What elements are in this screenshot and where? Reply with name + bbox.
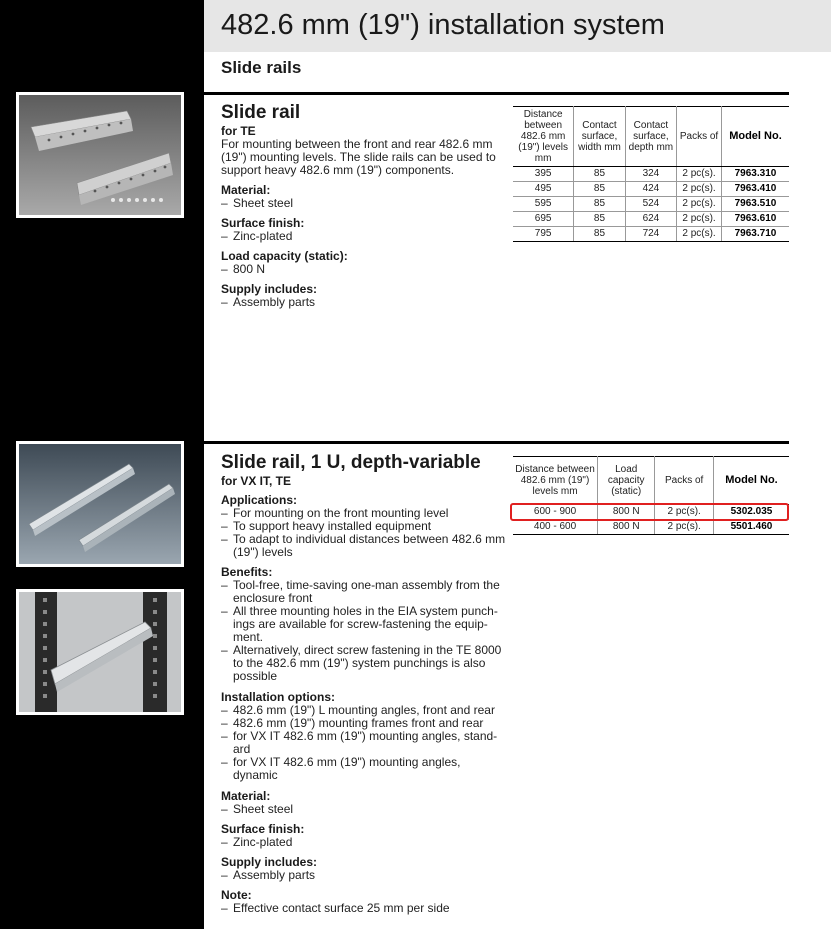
spec-item: – To adapt to individual distances between 482.6 mm (19") levels [221, 533, 506, 559]
table-cell: 85 [574, 212, 625, 227]
product2-table [513, 456, 789, 535]
spec-heading: Surface finish: [221, 822, 305, 836]
spec-item: – 482.6 mm (19") L mounting angles, front and rear [221, 704, 506, 717]
table-cell: 324 [625, 167, 676, 182]
spec-heading: Benefits: [221, 565, 273, 579]
column-header: Distance between 482.6 mm (19") levels mm [513, 457, 598, 505]
column-header: Packs of [655, 457, 714, 505]
spec-section [221, 888, 506, 915]
product1-title: Slide rail [221, 102, 301, 123]
spec-item: – Alternatively, direct screw fastening in the TE 8000 to the 482.6 mm (19") system punchings is also possible [221, 644, 506, 683]
column-header: Packs of [677, 107, 722, 167]
table-cell: 2 pc(s). [677, 182, 722, 197]
spec-section [221, 282, 506, 309]
spec-item: – For mounting on the front mounting level [221, 507, 506, 520]
table-cell: 2 pc(s). [677, 212, 722, 227]
table-cell: 5302.035 [713, 505, 789, 520]
spec-section [221, 822, 506, 849]
table-cell: 2 pc(s). [677, 167, 722, 182]
table-cell: 2 pc(s). [677, 227, 722, 242]
table-cell: 524 [625, 197, 676, 212]
table-row [513, 212, 789, 227]
table-cell: 695 [513, 212, 574, 227]
table-cell: 85 [574, 182, 625, 197]
table-cell: 800 N [598, 505, 655, 520]
spec-section [221, 789, 506, 816]
table-cell: 595 [513, 197, 574, 212]
table-cell: 795 [513, 227, 574, 242]
spec-item: – for VX IT 482.6 mm (19") mounting angles, stand-ard [221, 730, 506, 756]
page-title: 482.6 mm (19") installation system [221, 9, 665, 41]
table-row [513, 197, 789, 212]
spec-item: – Assembly parts [221, 869, 506, 882]
column-header: Contact surface, depth mm [625, 107, 676, 167]
spec-item: – Zinc-plated [221, 230, 506, 243]
spec-heading: Load capacity (static): [221, 249, 348, 263]
spec-heading: Material: [221, 183, 271, 197]
table-cell: 724 [625, 227, 676, 242]
product1-subtitle: for TE [221, 124, 256, 138]
spec-item: – 482.6 mm (19") mounting frames front and rear [221, 717, 506, 730]
table-cell: 600 - 900 [513, 505, 598, 520]
product1-description: For mounting between the front and rear 482.6 mm (19") mounting levels. The slide rails can be used to support heavy 482.6 mm (19") components. [221, 137, 496, 177]
column-header: Model No. [721, 107, 789, 167]
table-cell: 7963.610 [721, 212, 789, 227]
table-row [513, 505, 789, 520]
table-row [513, 520, 789, 535]
spec-item: – Sheet steel [221, 197, 506, 210]
table-cell: 85 [574, 167, 625, 182]
spec-item: – Zinc-plated [221, 836, 506, 849]
table-cell: 800 N [598, 520, 655, 535]
table-cell: 2 pc(s). [655, 520, 714, 535]
spec-heading: Note: [221, 888, 252, 902]
spec-section [221, 565, 506, 683]
product2-title: Slide rail, 1 U, depth-variable [221, 452, 481, 473]
spec-item: – To support heavy installed equipment [221, 520, 506, 533]
section-title: Slide rails [221, 58, 302, 77]
spec-section [221, 183, 506, 210]
product1-table [513, 106, 789, 242]
column-header: Contact surface, width mm [574, 107, 625, 167]
divider [204, 441, 789, 444]
spec-item: – Effective contact surface 25 mm per side [221, 902, 506, 915]
spec-section [221, 493, 506, 559]
column-header: Load capacity (static) [598, 457, 655, 505]
spec-section [221, 249, 506, 276]
table-cell: 7963.310 [721, 167, 789, 182]
table-cell: 624 [625, 212, 676, 227]
spec-item: – Assembly parts [221, 296, 506, 309]
table-cell: 5501.460 [713, 520, 789, 535]
table-cell: 424 [625, 182, 676, 197]
spec-heading: Material: [221, 789, 271, 803]
column-header: Model No. [713, 457, 789, 505]
slide-rail-1u-photo [16, 441, 184, 567]
table-cell: 400 - 600 [513, 520, 598, 535]
spec-item: – for VX IT 482.6 mm (19") mounting angles, dynamic [221, 756, 506, 782]
column-header: Distance between 482.6 mm (19") levels mm [513, 107, 574, 167]
spec-item: – 800 N [221, 263, 506, 276]
spec-item: – All three mounting holes in the EIA system punch-ings are available for screw-fastening the equip-ment. [221, 605, 506, 644]
table-cell: 7963.410 [721, 182, 789, 197]
slide-rail-photo [16, 92, 184, 218]
spec-heading: Supply includes: [221, 855, 318, 869]
table-cell: 85 [574, 227, 625, 242]
table-cell: 2 pc(s). [677, 197, 722, 212]
spec-section [221, 690, 506, 782]
spec-item: – Tool-free, time-saving one-man assembly from the enclosure front [221, 579, 506, 605]
spec-item: – Sheet steel [221, 803, 506, 816]
divider [204, 92, 789, 95]
table-cell: 85 [574, 197, 625, 212]
spec-heading: Applications: [221, 493, 298, 507]
spec-heading: Installation options: [221, 690, 335, 704]
spec-heading: Supply includes: [221, 282, 318, 296]
table-row [513, 227, 789, 242]
spec-heading: Surface finish: [221, 216, 305, 230]
table-cell: 7963.510 [721, 197, 789, 212]
product2-subtitle: for VX IT, TE [221, 474, 292, 488]
table-cell: 7963.710 [721, 227, 789, 242]
table-cell: 495 [513, 182, 574, 197]
table-cell: 395 [513, 167, 574, 182]
table-cell: 2 pc(s). [655, 505, 714, 520]
table-row [513, 182, 789, 197]
rack-mounted-rail-photo [16, 589, 184, 715]
table-row [513, 167, 789, 182]
spec-section [221, 855, 506, 882]
spec-section [221, 216, 506, 243]
